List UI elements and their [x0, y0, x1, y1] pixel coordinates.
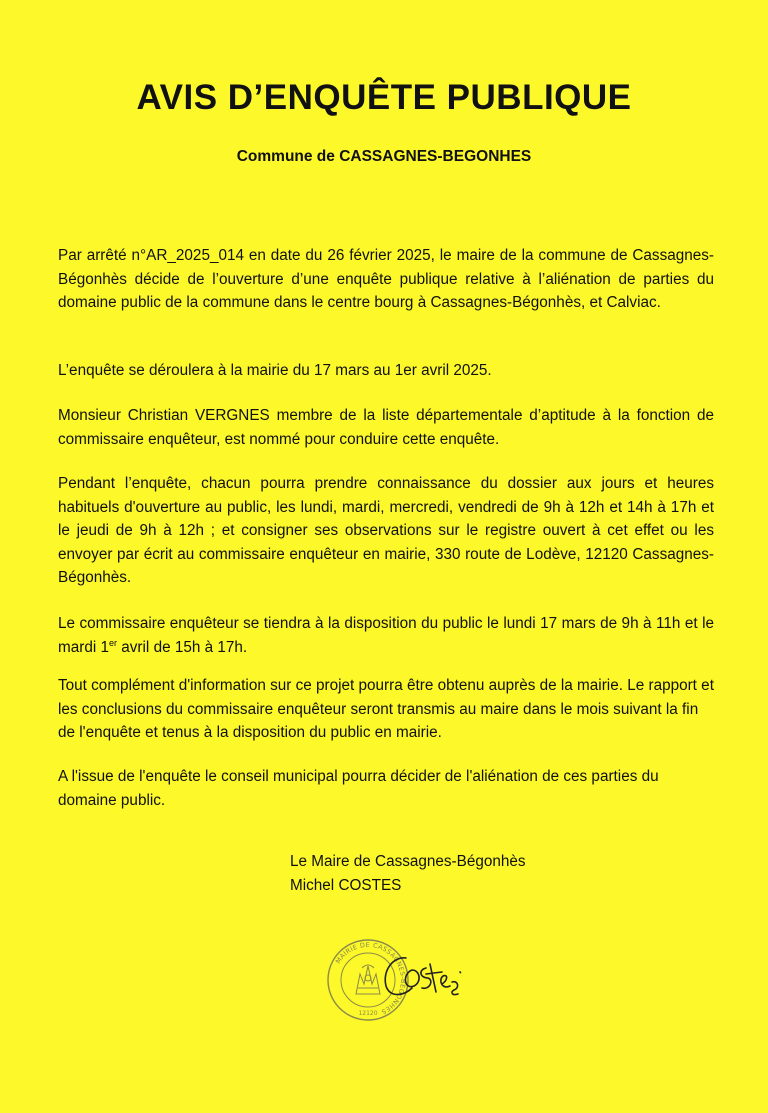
paragraph-conclusion: A l'issue de l'enquête le conseil municipal pourra décider de l'aliénation de ces parties du domaine public. — [58, 768, 659, 809]
paragraph-arrete: Par arrêté n°AR_2025_014 en date du 26 février 2025, le maire de la commune de Cassagnes-Bégonhès décide de l’ouverture d’une enquête publique relative à l’aliénation de parties du domaine public de la commune dans le centre bourg à Cassagnes-Bégonhès, et Calviac. — [58, 247, 714, 311]
seal-postcode: 12120 — [358, 1010, 378, 1017]
paragraph-commissaire: Monsieur Christian VERGNES membre de la liste départementale d’aptitude à la fonction de commissaire enquêteur, est nommé pour conduire cette enquête. — [58, 407, 714, 448]
handwritten-signature-icon — [372, 940, 462, 1010]
paragraph-dates: L’enquête se déroulera à la mairie du 17 mars au 1er avril 2025. — [58, 362, 492, 379]
seal-text: MAIRIE DE CASSAGNES-BEGONHES — [333, 940, 408, 1016]
paragraph-permanences — [58, 612, 714, 659]
commune-subtitle: Commune de CASSAGNES-BEGONHES — [236, 148, 532, 165]
ordinal-superscript: er — [109, 637, 118, 648]
permanences-text-end: avril de 15h à 17h. — [117, 638, 248, 656]
paragraph-consultation: Pendant l’enquête, chacun pourra prendre connaissance du dossier aux jours et heures habituels d'ouverture au public, les lundi, mardi, mercredi, vendredi de 9h à 12h et 14h à 17h et le jeudi de 9h à 12h ; et consigner ses observations sur le registre ouvert à cet effet ou les envoyer par écrit au commissaire enquêteur en mairie, 330 route de Lodève, 12120 Cassagnes-Bégonhès. — [58, 475, 714, 586]
signature-block — [290, 850, 526, 898]
page-title: AVIS D’ENQUÊTE PUBLIQUE — [136, 78, 632, 117]
paragraph-information: Tout complément d'information sur ce projet pourra être obtenu auprès de la mairie. Le rapport et les conclusions du commissaire enquêteur seront transmis au maire dans le mois suivant la fin de l'enquête et tenus à la disposition du public en mairie. — [58, 677, 714, 741]
signatory-name: Michel COSTES — [290, 877, 402, 894]
signatory-role: Le Maire de Cassagnes-Bégonhès — [290, 853, 526, 870]
permanences-text-start: Le commissaire enquêteur se tiendra à la disposition du public le lundi 17 mars de 9h à 11h et le mardi 1 — [58, 615, 714, 656]
